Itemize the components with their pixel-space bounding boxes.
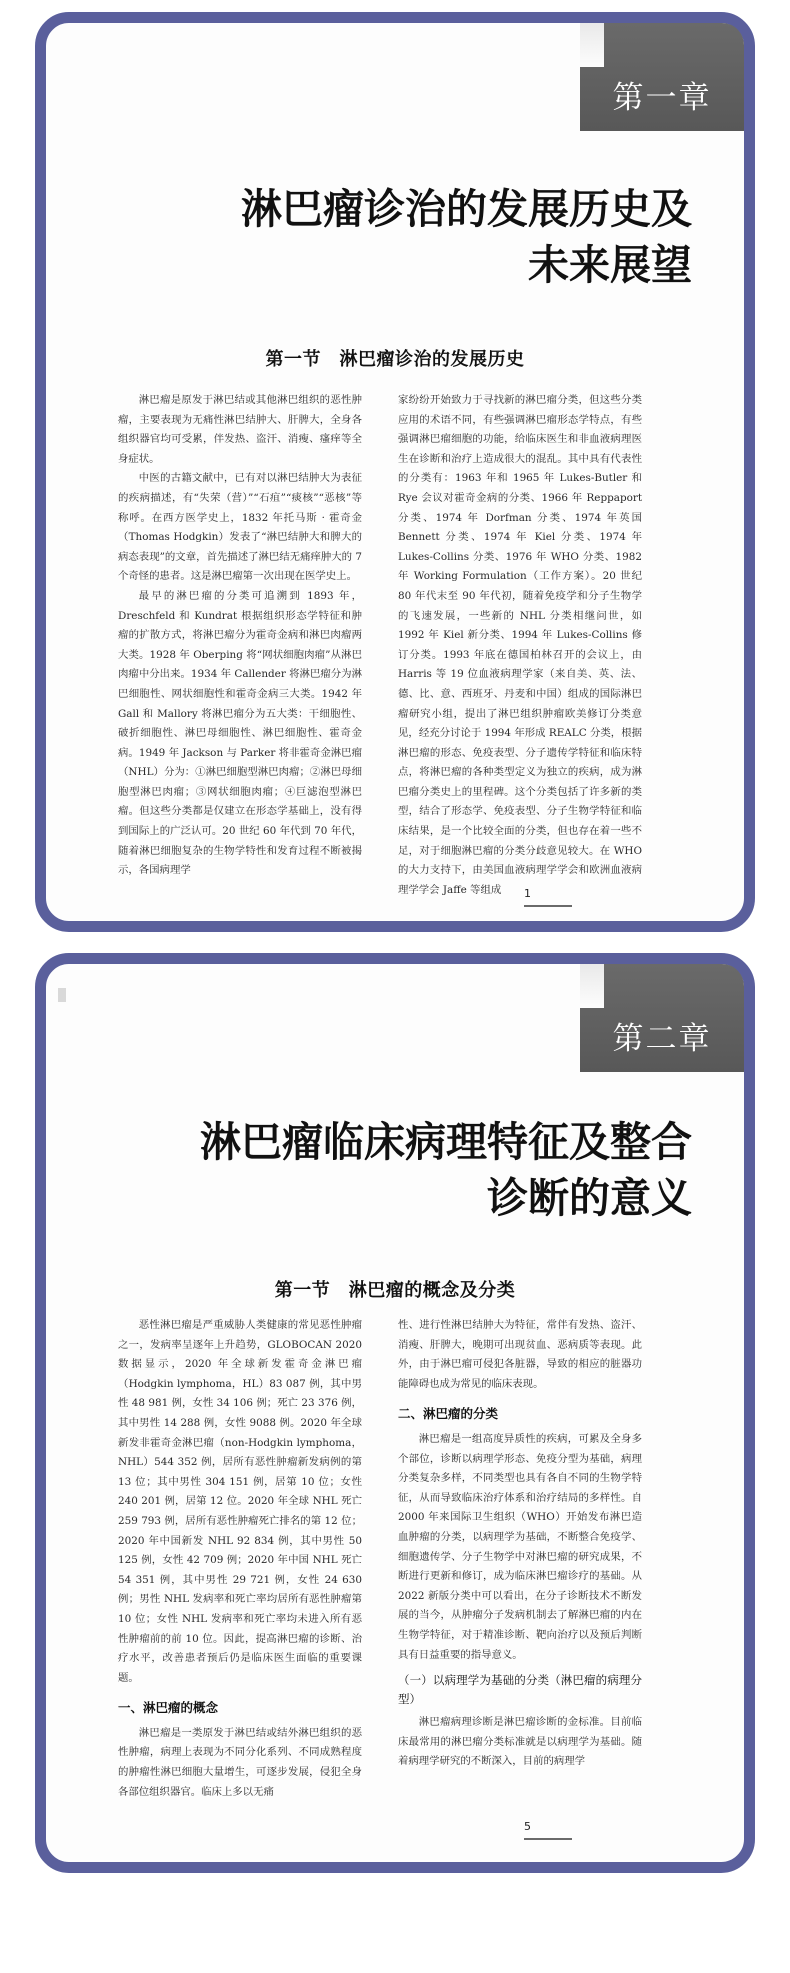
paragraph: 恶性淋巴瘤是严重威胁人类健康的常见恶性肿瘤之一，发病率呈逐年上升趋势，GLOBOCAN 2020 数据显示，2020 年全球新发霍奇金淋巴瘤（Hodgkin lymphoma，HL）83 087 例，其中男性 48 981 例，女性 34 106 例；死亡 23 376 例，其中男性 14 288 例，女性 9088 例。2020 年全球新发非霍奇金淋巴瘤（non-Hodgkin lymphoma，NHL）544 352 例，居所有恶性肿瘤新发病例的第 13 位；其中男性 304 151 例，居第 10 位；女性 240 201 例，居第 12 位。2020 年全球 NHL 死亡 259 793 例，居所有恶性肿瘤死亡排名的第 12 位；2020 年中国新发 NHL 92 834 例，其中男性 50 125 例，女性 42 709 例；2020 年中国 NHL 死亡 54 351 例，其中男性 29 721 例，女性 24 630 例；男性 NHL 发病率和死亡率均居所有恶性肿瘤第 10 位；女性 NHL 发病率和死亡率均未进入所有恶性肿瘤前的前 10 位。因此，提高淋巴瘤的诊断、治疗水平，改善患者预后仍是临床医生面临的重要课题。 [118, 1319, 362, 1684]
text-column-right [398, 391, 642, 896]
paragraph: 淋巴瘤是一类原发于淋巴结或结外淋巴组织的恶性肿瘤，病理上表现为不同分化系列、不同成熟程度的肿瘤性淋巴细胞大量增生，可逐步发展，侵犯全身各部位组织器官。临床上多以无痛 [118, 1726, 362, 1798]
page-card-1 [35, 12, 755, 932]
sub-subheading: （一）以病理学为基础的分类（淋巴瘤的病理分型） [398, 1673, 642, 1707]
chapter-title [132, 181, 692, 293]
chapter-title-line-2: 未来展望 [528, 241, 692, 289]
scan-mark [58, 988, 66, 1002]
paragraph: 最早的淋巴瘤的分类可追溯到 1893 年，Dreschfeld 和 Kundrat 根据组织形态学特征和肿瘤的扩散方式，将淋巴瘤分为霍奇金病和淋巴肉瘤两大类。1928 年 Oberping 将“网状细胞肉瘤”从淋巴肉瘤中分出来。1934 年 Callender 将淋巴瘤分为淋巴细胞性、网状细胞性和霍奇金病三大类。1942 年 Gall 和 Mallory 将淋巴瘤分为五大类：干细胞性、破折细胞性、淋巴母细胞性、淋巴细胞性、霍奇金病。1949 年 Jackson 与 Parker 将非霍奇金淋巴瘤（NHL）分为：①淋巴细胞型淋巴肉瘤；②淋巴母细胞型淋巴肉瘤；③网状细胞肉瘤；④巨滤泡型淋巴瘤。但这些分类都是仅建立在形态学基础上，没有得到国际上的广泛认可。20 世纪 60 年代到 70 年代，随着淋巴细胞复杂的生物学特性和发育过程不断被揭示，各国病理学 [118, 589, 362, 877]
page-number-rule [524, 1838, 572, 1840]
chapter-label: 第一章 [612, 80, 712, 116]
section-heading: 第一节 淋巴瘤诊治的发展历史 [265, 349, 525, 370]
text-column-right [398, 1316, 642, 1806]
subheading: 一、淋巴瘤的概念 [118, 1700, 219, 1716]
chapter-label: 第二章 [612, 1021, 712, 1057]
chapter-tab [580, 964, 744, 1072]
subheading: 二、淋巴瘤的分类 [398, 1406, 499, 1422]
paragraph: 淋巴瘤是一组高度异质性的疾病，可累及全身多个部位，诊断以病理学形态、免疫分型为基础，病理分类复杂多样，不同类型也具有各自不同的生物学特征，从而导致临床治疗体系和治疗结局的多样性。自 2000 年来国际卫生组织（WHO）开始发布淋巴造血肿瘤的分类，以病理学为基础，不断整合免疫学、细胞遗传学、分子生物学中对淋巴瘤的研究成果，不断进行更新和修订，成为临床淋巴瘤诊疗的基础。从 2022 新版分类中可以看出，在分子诊断技术不断发展的当今，从肿瘤分子发病机制去了解淋巴瘤的内在生物学特征，对于精准诊断、靶向治疗以及预后判断具有日益重要的指导意义。 [398, 1432, 642, 1661]
paragraph: 淋巴瘤是原发于淋巴结或其他淋巴组织的恶性肿瘤，主要表现为无痛性淋巴结肿大、肝脾大，全身各组织器官均可受累，伴发热、盗汗、消瘦、瘙痒等全身症状。 [118, 394, 362, 465]
text-column-left [118, 1316, 362, 1806]
paragraph: 家纷纷开始致力于寻找新的淋巴瘤分类，但这些分类应用的术语不同，有些强调淋巴瘤形态学特点，有些强调淋巴瘤细胞的功能，给临床医生和非血液病理医生在诊断和治疗上造成很大的混乱。其中具有代表性的分类有：1963 年和 1965 年 Lukes-Butler 和 Rye 会议对霍奇金病的分类、1966 年 Reppaport 分类、1974 年 Dorfman 分类、1974 年英国 Bennett 分类、1974 年 Kiel 分类、1974 年 Lukes-Collins 分类、1976 年 WHO 分类、1982 年 Working Formulation（工作方案）。20 世纪 80 年代末至 90 年代初，随着免疫学和分子生物学的飞速发展，一些新的 NHL 分类相继问世，如 1992 年 Kiel 新分类、1994 年 Lukes-Collins 修订分类。1993 年底在德国柏林召开的会议上，由 Harris 等 19 位血液病理学家（来自美、英、法、德、比、意、西班牙、丹麦和中国）组成的国际淋巴瘤研究小组，提出了淋巴组织肿瘤欧美修订分类意见，经充分讨论于 1994 年形成 REALC 分类，根据淋巴瘤的形态、免疫表型、分子遗传学特征和临床特点，将淋巴瘤的各种类型定义为独立的疾病，成为淋巴瘤分类史上的里程碑。这个分类包括了许多新的类型，结合了形态学、免疫表型、分子生物学特征和临床结果，是一个比较全面的分类，但也存在着一些不足，对于细胞淋巴瘤的分类分歧意见较大。在 WHO 的大力支持下，由美国血液病理学学会和欧洲血液病理学学会 Jaffe 等组成 [398, 394, 642, 896]
page-number: 1 [524, 887, 531, 900]
chapter-title [132, 1114, 692, 1226]
section-heading: 第一节 淋巴瘤的概念及分类 [274, 1280, 516, 1301]
page-card-2 [35, 953, 755, 1873]
paragraph: 淋巴瘤病理诊断是淋巴瘤诊断的金标准。目前临床最常用的淋巴瘤分类标准就是以病理学为基础。随着病理学研究的不断深入，目前的病理学 [398, 1716, 642, 1768]
chapter-tab [580, 23, 744, 131]
paragraph: 中医的古籍文献中，已有对以淋巴结肿大为表征的疾病描述，有“失荣（营）”“石疽”“痰核”“恶核”等称呼。在西方医学史上，1832 年托马斯 · 霍奇金（Thomas Hodgkin）发表了“淋巴结肿大和脾大的病态表现”的文章，首先描述了淋巴结无痛痒肿大的 7 个奇怪的患者。这是淋巴瘤第一次出现在医学史上。 [118, 472, 362, 583]
chapter-title-line-2: 诊断的意义 [487, 1174, 692, 1222]
chapter-title-line-1: 淋巴瘤诊治的发展历史及 [241, 185, 692, 233]
chapter-title-line-1: 淋巴瘤临床病理特征及整合 [200, 1118, 692, 1166]
paragraph: 性、进行性淋巴结肿大为特征，常伴有发热、盗汗、消瘦、肝脾大，晚期可出现贫血、恶病质等表现。此外，由于淋巴瘤可侵犯各脏器，导致的相应的脏器功能障碍也成为常见的临床表现。 [398, 1319, 642, 1390]
page-number: 5 [524, 1820, 531, 1833]
page-number-rule [524, 905, 572, 907]
text-column-left [118, 391, 362, 879]
